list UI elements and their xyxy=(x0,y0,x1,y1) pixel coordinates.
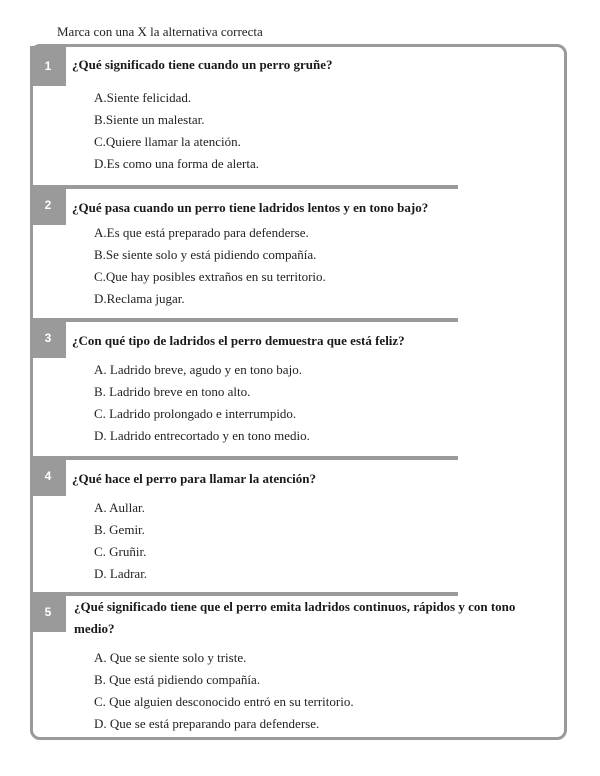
option-d[interactable]: D. Que se está preparando para defenderse. xyxy=(94,716,320,731)
option-b[interactable]: B. Ladrido breve en tono alto. xyxy=(94,384,251,399)
question-4-options xyxy=(94,497,147,585)
option-b[interactable]: B.Se siente solo y está pidiendo compañía. xyxy=(94,247,317,262)
question-5-options xyxy=(94,647,354,735)
option-c[interactable]: C. Ladrido prolongado e interrumpido. xyxy=(94,406,297,421)
option-c[interactable]: C.Que hay posibles extraños en su territorio. xyxy=(94,269,326,284)
question-text: ¿Qué pasa cuando un perro tiene ladridos lentos y en tono bajo? xyxy=(72,200,429,215)
option-a[interactable]: A. Que se siente solo y triste. xyxy=(94,650,247,665)
question-1-options xyxy=(94,87,259,175)
option-d[interactable]: D. Ladrar. xyxy=(94,566,148,581)
question-text: ¿Qué hace el perro para llamar la atención? xyxy=(72,471,316,486)
option-a[interactable]: A. Ladrido breve, agudo y en tono bajo. xyxy=(94,362,302,377)
question-text: ¿Qué significado tiene que el perro emita ladridos continuos, rápidos y con tono medio? xyxy=(74,599,516,636)
question-divider xyxy=(30,185,458,189)
option-a[interactable]: A.Siente felicidad. xyxy=(94,90,192,105)
option-b[interactable]: B. Que está pidiendo compañía. xyxy=(94,672,261,687)
question-divider xyxy=(30,456,458,460)
question-text: ¿Qué significado tiene cuando un perro gruñe? xyxy=(72,57,333,72)
option-d[interactable]: D. Ladrido entrecortado y en tono medio. xyxy=(94,428,310,443)
question-number: 3 xyxy=(30,318,66,358)
option-a[interactable]: A. Aullar. xyxy=(94,500,145,515)
question-2-options xyxy=(94,222,326,310)
option-b[interactable]: B.Siente un malestar. xyxy=(94,112,205,127)
option-a[interactable]: A.Es que está preparado para defenderse. xyxy=(94,225,309,240)
option-c[interactable]: C.Quiere llamar la atención. xyxy=(94,134,241,149)
option-b[interactable]: B. Gemir. xyxy=(94,522,145,537)
question-text: ¿Con qué tipo de ladridos el perro demuestra que está feliz? xyxy=(72,333,405,348)
question-number: 2 xyxy=(30,185,66,225)
option-c[interactable]: C. Que alguien desconocido entró en su territorio. xyxy=(94,694,354,709)
question-divider xyxy=(30,318,458,322)
question-3-options xyxy=(94,359,310,447)
option-d[interactable]: D.Reclama jugar. xyxy=(94,291,185,306)
question-number: 1 xyxy=(30,46,66,86)
option-d[interactable]: D.Es como una forma de alerta. xyxy=(94,156,259,171)
question-number: 5 xyxy=(30,592,66,632)
instruction-text: Marca con una X la alternativa correcta xyxy=(57,24,263,39)
option-c[interactable]: C. Gruñir. xyxy=(94,544,147,559)
question-number: 4 xyxy=(30,456,66,496)
